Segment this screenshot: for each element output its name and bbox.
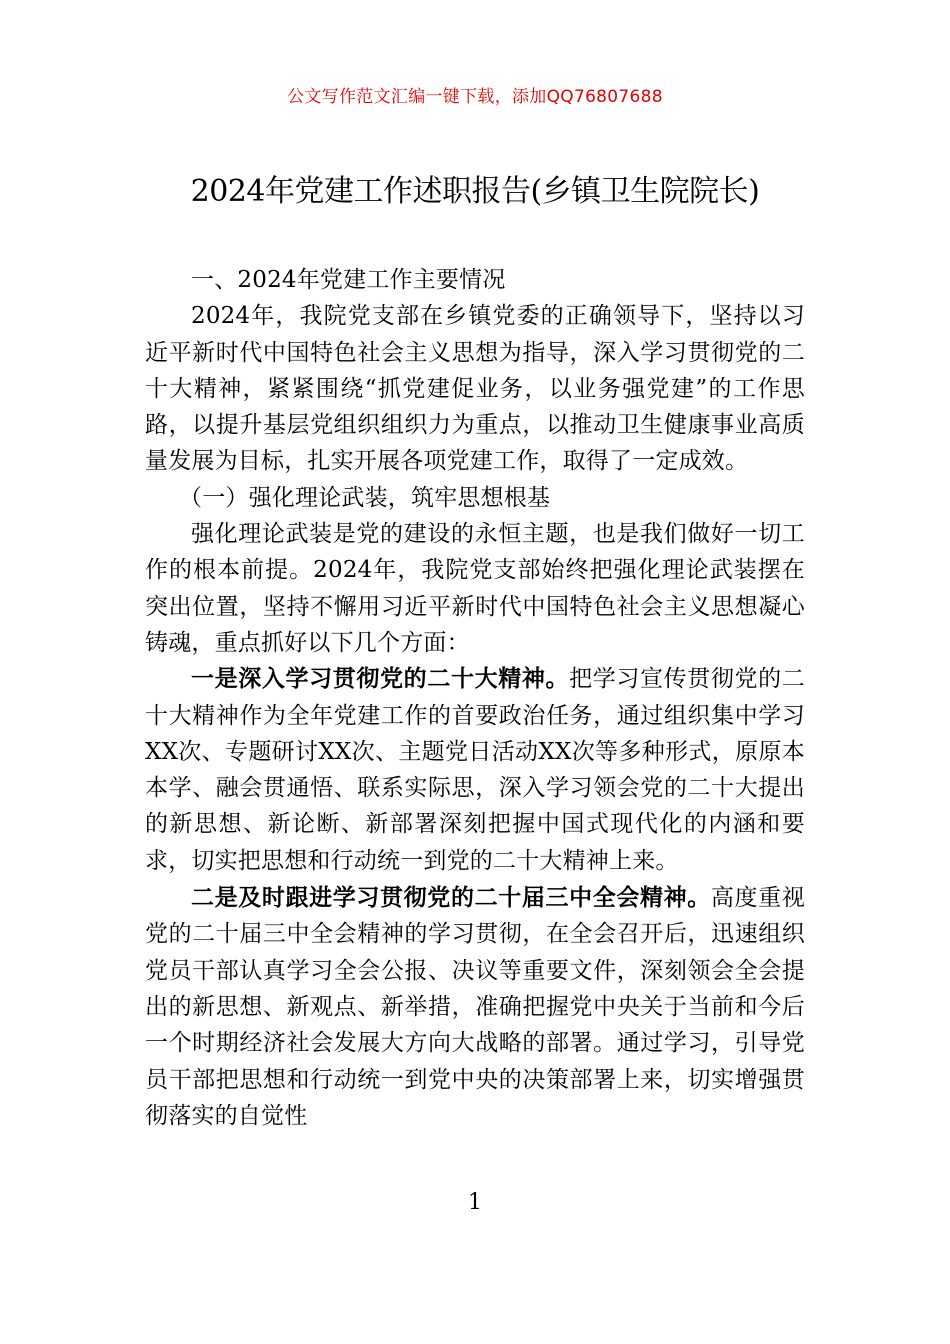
page-number: 1 <box>468 1190 482 1215</box>
item-body-text: 把学习宣传贯彻党的二十大精神作为全年党建工作的首要政治任务，通过组织集中学习XX次、专题研讨XX次、主题党日活动XX次等多种形式，原原本本学、融会贯通悟、联系实际思，深入学习领会党的二十大提出的新思想、新论断、新部署深刻把握中国式现代化的内涵和要求，切实把思想和行动统一到党的二十大精神上来。 <box>145 666 806 874</box>
download-banner[interactable]: 公文写作范文汇编一键下载，添加QQ76807688 <box>287 87 663 107</box>
paragraph: 强化理论武装是党的建设的永恒主题，也是我们做好一切工作的根本前提。2024年，我院党支部始终把强化理论武装摆在突出位置，坚持不懈用习近平新时代中国特色社会主义思想凝心铸魂，重点抓好以下几个方面： <box>145 521 805 656</box>
section-heading: 一、2024年党建工作主要情况 <box>191 267 506 293</box>
paragraph-item-2 <box>145 880 805 1134</box>
document-title: 2024年党建工作述职报告(乡镇卫生院院长) <box>190 174 760 209</box>
document-body <box>145 262 805 1134</box>
item-lead-text: 二是及时跟进学习贯彻党的二十届三中全会精神。 <box>191 884 711 912</box>
item-lead-text: 一是深入学习贯彻党的二十大精神。 <box>191 665 570 693</box>
item-body-text: 高度重视党的二十届三中全会精神的学习贯彻，在全会召开后，迅速组织党员干部认真学习全会公报、决议等重要文件，深刻领会全会提出的新思想、新观点、新举措，准确把握党中央关于当前和今后一个时期经济社会发展大方向大战略的部署。通过学习，引导党员干部把思想和行动统一到党中央的决策部署上来，切实增强贯彻落实的自觉性 <box>145 885 805 1129</box>
sub-heading: （一）强化理论武装，筑牢思想根基 <box>179 484 551 511</box>
paragraph: 2024年，我院党支部在乡镇党委的正确领导下，坚持以习近平新时代中国特色社会主义思想为指导，深入学习贯彻党的二十大精神，紧紧围绕“抓党建促业务，以业务强党建”的工作思路，以提升基层党组织组织力为重点，以推动卫生健康事业高质量发展为目标，扎实开展各项党建工作，取得了一定成效。 <box>145 303 805 475</box>
paragraph-item-1 <box>145 661 805 879</box>
